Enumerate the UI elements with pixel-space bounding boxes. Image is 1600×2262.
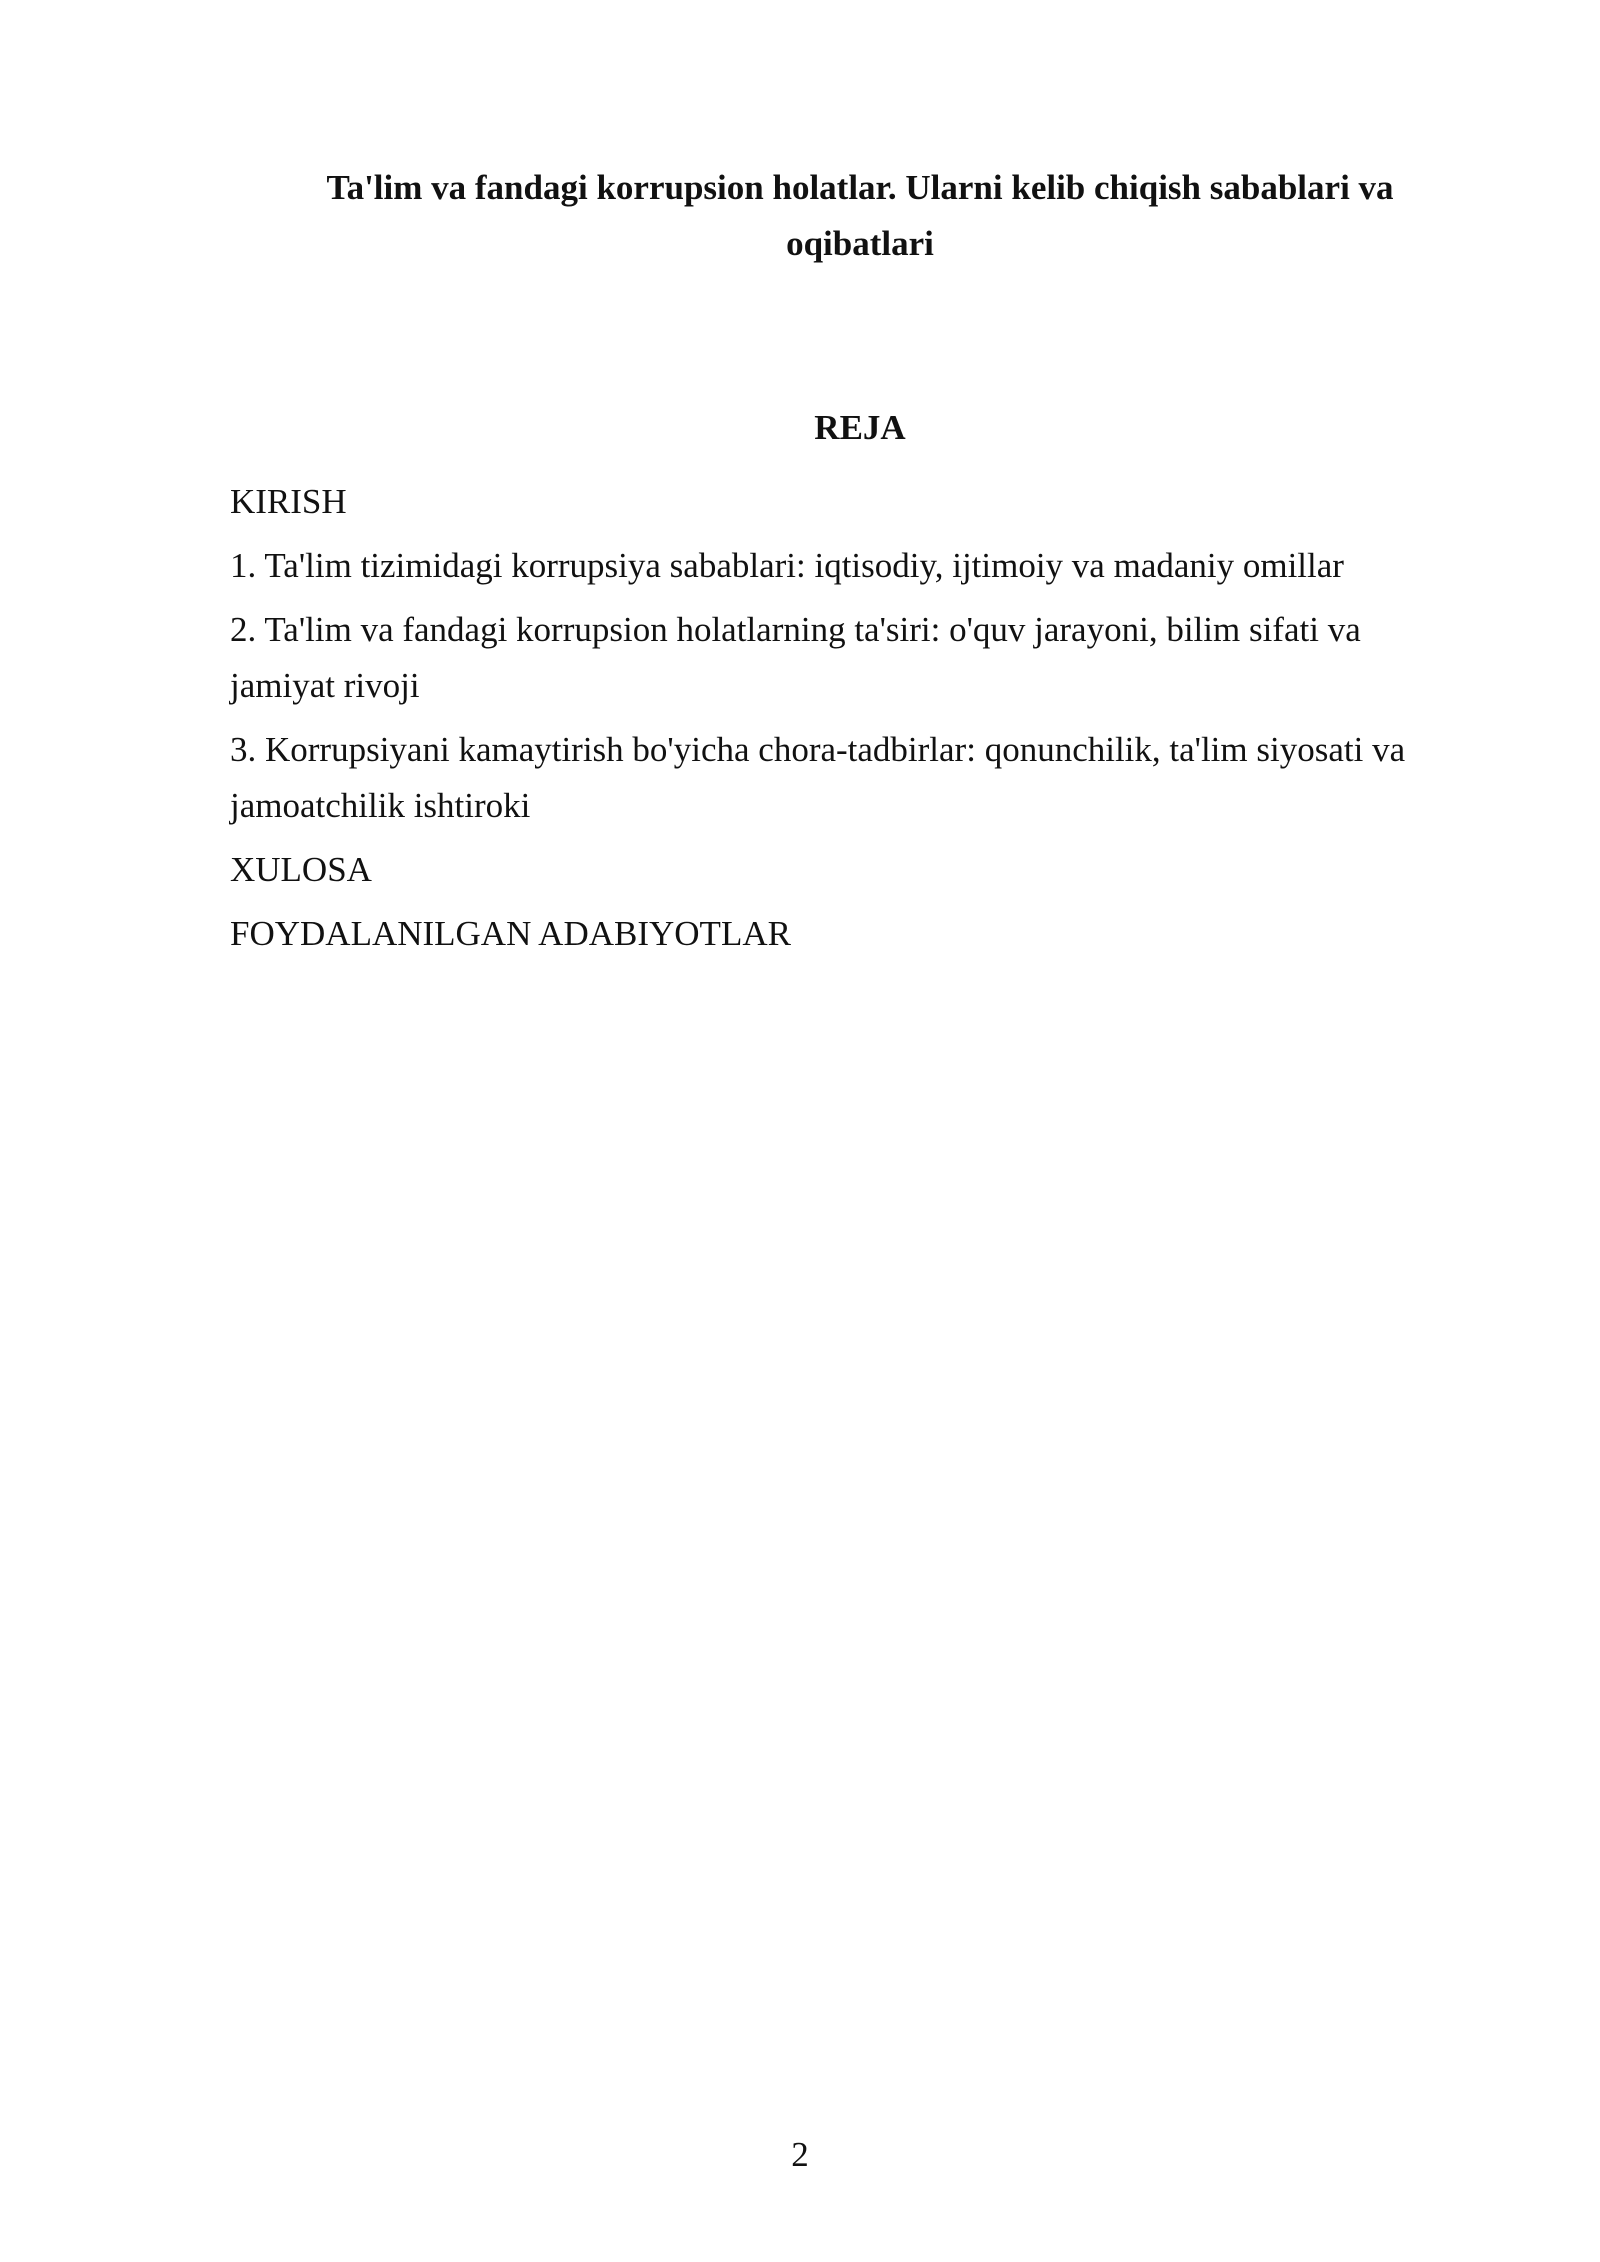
plan-item-1: 1. Ta'lim tizimidagi korrupsiya sabablari: iqtisodiy, ijtimoiy va madaniy omillar — [230, 546, 1344, 585]
plan-item-conclusion: XULOSA — [230, 850, 372, 889]
plan-item-3: 3. Korrupsiyani kamaytirish bo'yicha chora-tadbirlar: qonunchilik, ta'lim siyosati va jamoatchilik ishtiroki — [230, 730, 1406, 825]
plan-list — [230, 474, 1470, 970]
plan-item-references: FOYDALANILGAN ADABIYOTLAR — [230, 914, 791, 953]
document-title — [230, 160, 1490, 272]
plan-heading: REJA — [814, 408, 906, 447]
document-title-line-1: Ta'lim va fandagi korrupsion holatlar. Ularni kelib chiqish sabablari va — [326, 168, 1394, 207]
page-number: 2 — [791, 2135, 809, 2174]
plan-item-intro: KIRISH — [230, 482, 347, 521]
document-title-line-2: oqibatlari — [786, 224, 934, 263]
plan-item-2: 2. Ta'lim va fandagi korrupsion holatlarning ta'siri: o'quv jarayoni, bilim sifati va jamiyat rivoji — [230, 610, 1361, 705]
